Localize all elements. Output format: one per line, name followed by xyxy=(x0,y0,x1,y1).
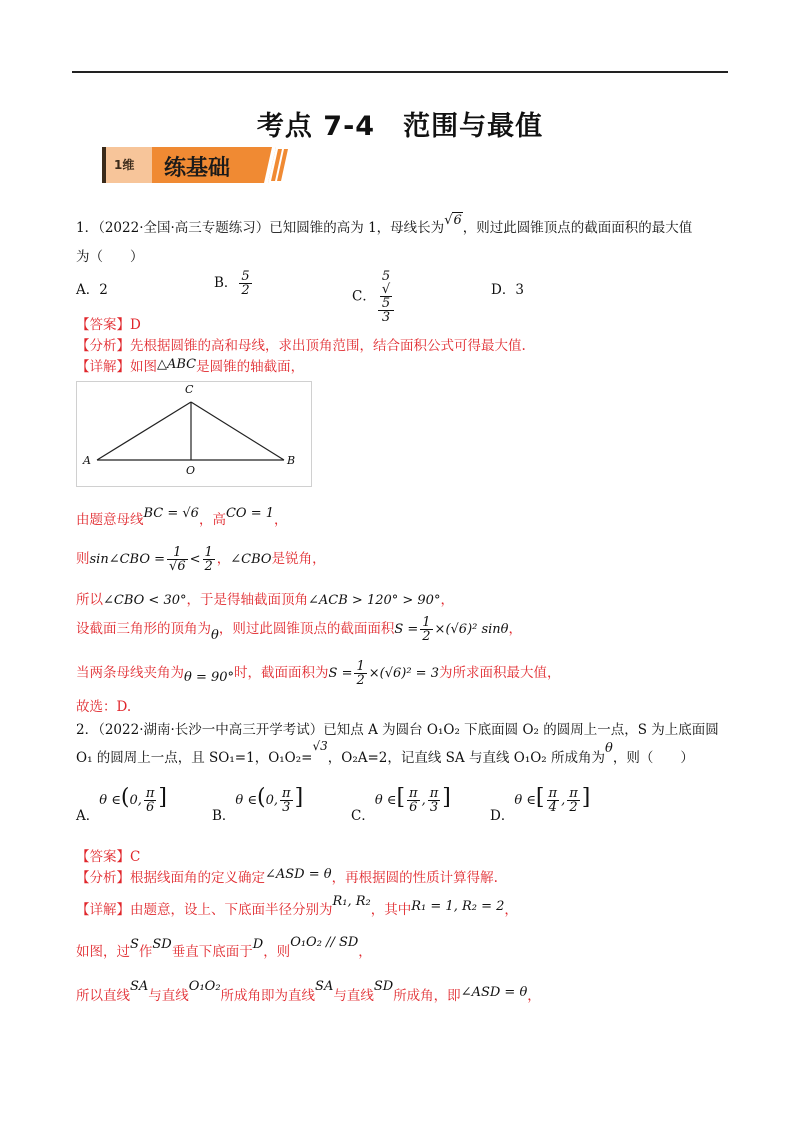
q2-option-c: C．θ ∈[ $\frac{\pi}{6}$ , $\frac{\pi}{3}$ ] xyxy=(351,785,451,824)
q1-stem-a: 已知圆锥的高为 1，母线长为 xyxy=(269,220,445,236)
q2-stem-line2: O₁ 的圆周上一点，且 SO₁=1，O₁O₂=√3，O₂A=2，记直线 SA 与直线 O₁O₂ 所成角为θ，则（ ） xyxy=(76,739,694,766)
q2-option-a: A．θ ∈(0, $\frac{\pi}{6}$ ] xyxy=(76,785,167,824)
q1-stem-line1 xyxy=(76,213,693,239)
cone-section-figure xyxy=(76,381,312,487)
q1-step1: 由题意母线BC = √6，高CO = 1， xyxy=(76,506,288,528)
figure-label-o: O xyxy=(186,464,196,477)
banner-tag: 1维 xyxy=(114,158,135,172)
q2-answer: 【答案】C xyxy=(76,849,141,865)
q1-conclusion: 故选：D. xyxy=(76,699,132,715)
q1-answer: 【答案】D xyxy=(76,317,141,333)
figure-label-c: C xyxy=(185,383,194,396)
q1-sqrt6: √6 xyxy=(444,213,462,228)
section-banner xyxy=(100,145,290,185)
q1-detail: 【详解】如图△ABC是圆锥的轴截面， xyxy=(76,357,305,375)
q1-step4: 设截面三角形的顶角为θ，则过此圆锥顶点的截面面积S = $\frac{1}{2}$ ×(√6)² sinθ， xyxy=(76,615,523,644)
q2-stem-line1: 2．（2022·湖南·长沙一中高三开学考试）已知点 A 为圆台 O₁O₂ 下底面圆 O₂ 的圆周上一点，S 为上底面圆 xyxy=(76,722,719,738)
q1-stem-line2: 为（ ） xyxy=(76,249,144,265)
q1-source: （2022·全国·高三专题练习） xyxy=(98,220,270,236)
q1-number: 1． xyxy=(76,220,99,236)
q2-detail: 【详解】由题意，设上、下底面半径分别为R₁, R₂，其中R₁ = 1, R₂ = 2， xyxy=(76,894,518,918)
q1-option-a: A．2 xyxy=(76,282,108,298)
q1-step3: 所以∠CBO < 30°，于是得轴截面顶角∠ACB > 120° > 90°， xyxy=(76,592,454,608)
q2-step1: 如图，过S作SD垂直下底面于D，则O₁O₂ // SD， xyxy=(76,935,372,960)
q1-stem-b: ，则过此圆锥顶点的截面面积的最大值 xyxy=(462,220,693,236)
figure-label-a: A xyxy=(83,454,91,467)
q2-option-d: D．θ ∈[ $\frac{\pi}{4}$ , $\frac{\pi}{2}$ ] xyxy=(490,785,591,824)
banner-label: 练基础 xyxy=(164,156,231,181)
figure-label-b: B xyxy=(287,454,296,467)
q1-step5: 当两条母线夹角为θ = 90°时，截面面积为S = $\frac{1}{2}$ ×(√6)² = 3为所求面积最大值， xyxy=(76,659,561,688)
q1-option-d: D．3 xyxy=(491,282,524,298)
q2-analysis: 【分析】根据线面角的定义确定∠ASD = θ，再根据圆的性质计算得解. xyxy=(76,867,498,886)
q1-option-b: B． $\frac{5}{2}$ xyxy=(214,269,250,298)
q2-option-b: B．θ ∈(0, $\frac{\pi}{3}$ ] xyxy=(212,785,304,824)
q1-analysis: 【分析】先根据圆锥的高和母线，求出顶角范围，结合面积公式可得最大值. xyxy=(76,338,526,354)
page-title: 考点 7-4 范围与最值 xyxy=(256,111,544,142)
header-rule xyxy=(72,71,728,73)
q2-step2: 所以直线SA与直线O₁O₂所成角即为直线SA与直线SD所成角，即∠ASD = θ， xyxy=(76,979,541,1004)
q1-step2: 则sin∠CBO = $\frac{1}{√6}$ < $\frac{1}{2}$ ，∠CBO是锐角， xyxy=(76,545,326,574)
q1-option-c: C． 5 √ 5 3 xyxy=(352,270,396,324)
